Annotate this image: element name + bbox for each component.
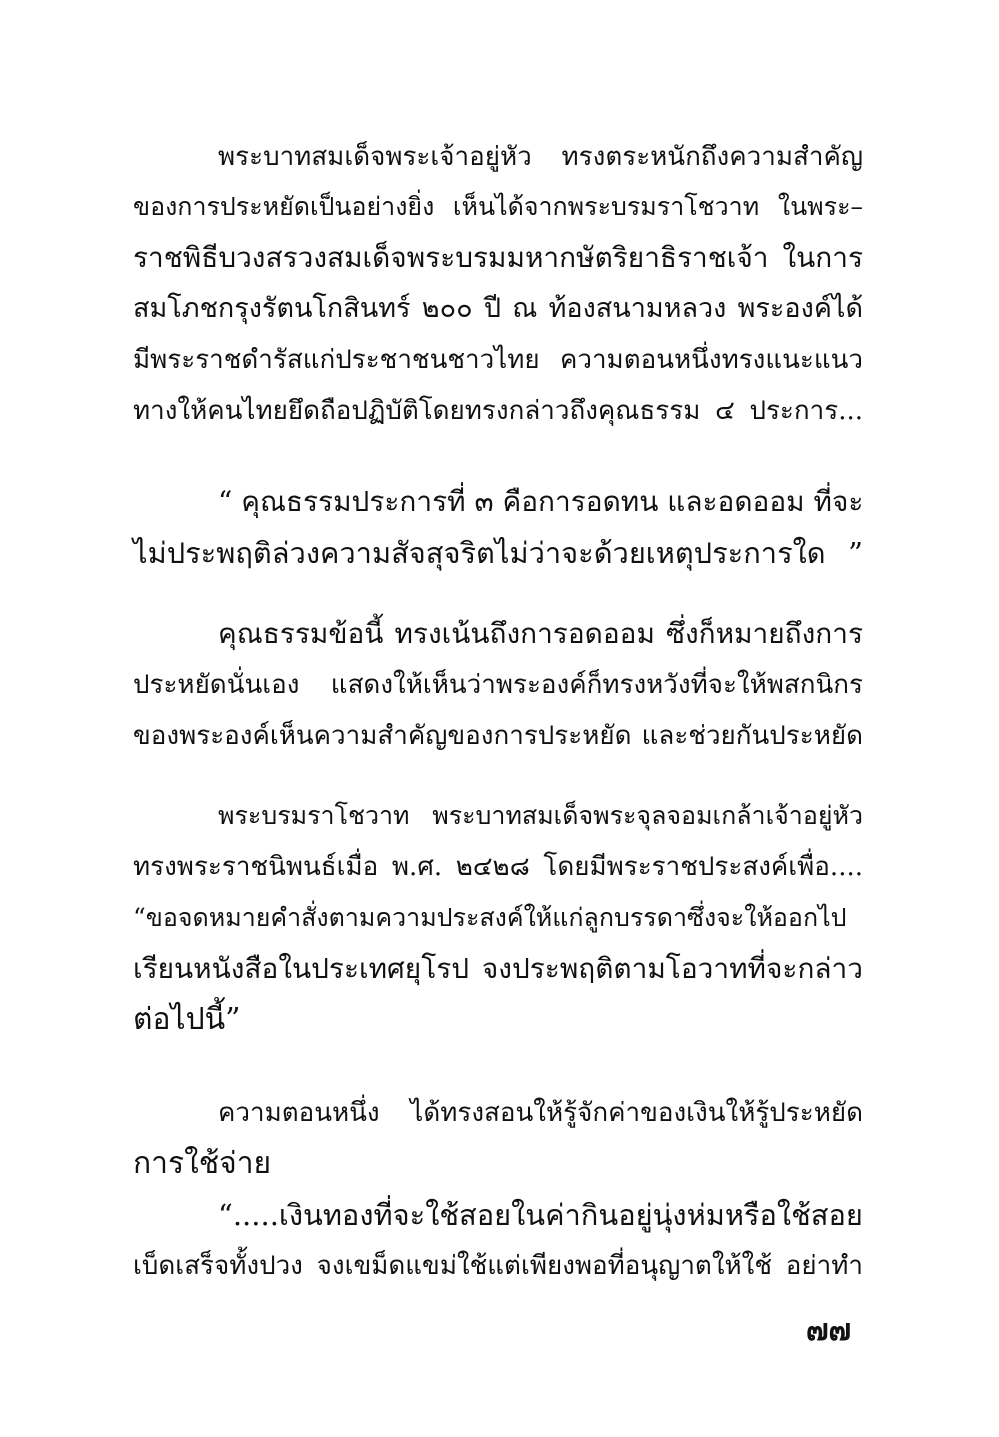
paragraph-3-line-1: คุณธรรมข้อนี้ ทรงเน้นถึงการอดออม ซึ่งก็หมายถึงการ <box>218 617 863 650</box>
paragraph-1-line-4: สมโภชกรุงรัตนโกสินทร์ ๒๐๐ ปี ณ ท้องสนามหลวง พระองค์ได้ <box>133 293 863 324</box>
paragraph-4-line-1: พระบรมราโชวาท พระบาทสมเด็จพระจุลจอมเกล้าเจ้าอยู่หัว <box>218 801 863 830</box>
paragraph-5-line-1: ความตอนหนึ่ง ได้ทรงสอนให้รู้จักค่าของเงินให้รู้ประหยัด <box>218 1098 863 1128</box>
paragraph-1-line-5: มีพระราชดำรัสแก่ประชาชนชาวไทย ความตอนหนึ่งทรงแนะแนว <box>133 345 863 375</box>
paragraph-4-line-4: เรียนหนังสือในประเทศยุโรป จงประพฤติตามโอวาทที่จะกล่าว <box>133 952 863 985</box>
paragraph-5-line-3: “.....เงินทองที่จะใช้สอยในค่ากินอยู่นุ่งห่มหรือใช้สอย <box>218 1198 863 1232</box>
paragraph-3-line-3: ของพระองค์เห็นความสำคัญของการประหยัด และช่วยกันประหยัด <box>133 721 863 751</box>
paragraph-1-line-3: ราชพิธีบวงสรวงสมเด็จพระบรมมหากษัตริยาธิราชเจ้า ในการ <box>133 241 863 274</box>
paragraph-1-line-6: ทางให้คนไทยยึดถือปฏิบัติโดยทรงกล่าวถึงคุณธรรม ๔ ประการ... <box>133 396 863 426</box>
quote-1-line-2: ไม่ประพฤติล่วงความสัจสุจริตไม่ว่าจะด้วยเหตุประการใด ” <box>133 536 863 570</box>
paragraph-5-line-2: การใช้จ่าย <box>133 1146 272 1181</box>
page-number: ๗๗ <box>806 1313 852 1348</box>
paragraph-4-line-3: “ขอจดหมายคำสั่งตามความประสงค์ให้แก่ลูกบรรดาซึ่งจะให้ออกไป <box>133 903 847 932</box>
paragraph-5-line-4: เบ็ดเสร็จทั้งปวง จงเขม็ดแขม่ใช้แต่เพียงพอที่อนุญาตให้ใช้ อย่าทำ <box>133 1251 863 1281</box>
paragraph-1-line-1: พระบาทสมเด็จพระเจ้าอยู่หัว ทรงตระหนักถึงความสำคัญ <box>218 142 863 172</box>
paragraph-4-line-5: ต่อไปนี้” <box>133 1002 241 1037</box>
quote-1-line-1: “ คุณธรรมประการที่ ๓ คือการอดทน และอดออม ที่จะ <box>218 485 864 518</box>
paragraph-3-line-2: ประหยัดนั่นเอง แสดงให้เห็นว่าพระองค์ก็ทรงหวังที่จะให้พสกนิกร <box>133 670 863 700</box>
paragraph-4-line-2: ทรงพระราชนิพนธ์เมื่อ พ.ศ. ๒๔๒๘ โดยมีพระราชประสงค์เพื่อ.... <box>133 852 863 882</box>
paragraph-1-line-2: ของการประหยัดเป็นอย่างยิ่ง เห็นได้จากพระบรมราโชวาท ในพระ– <box>133 192 863 221</box>
